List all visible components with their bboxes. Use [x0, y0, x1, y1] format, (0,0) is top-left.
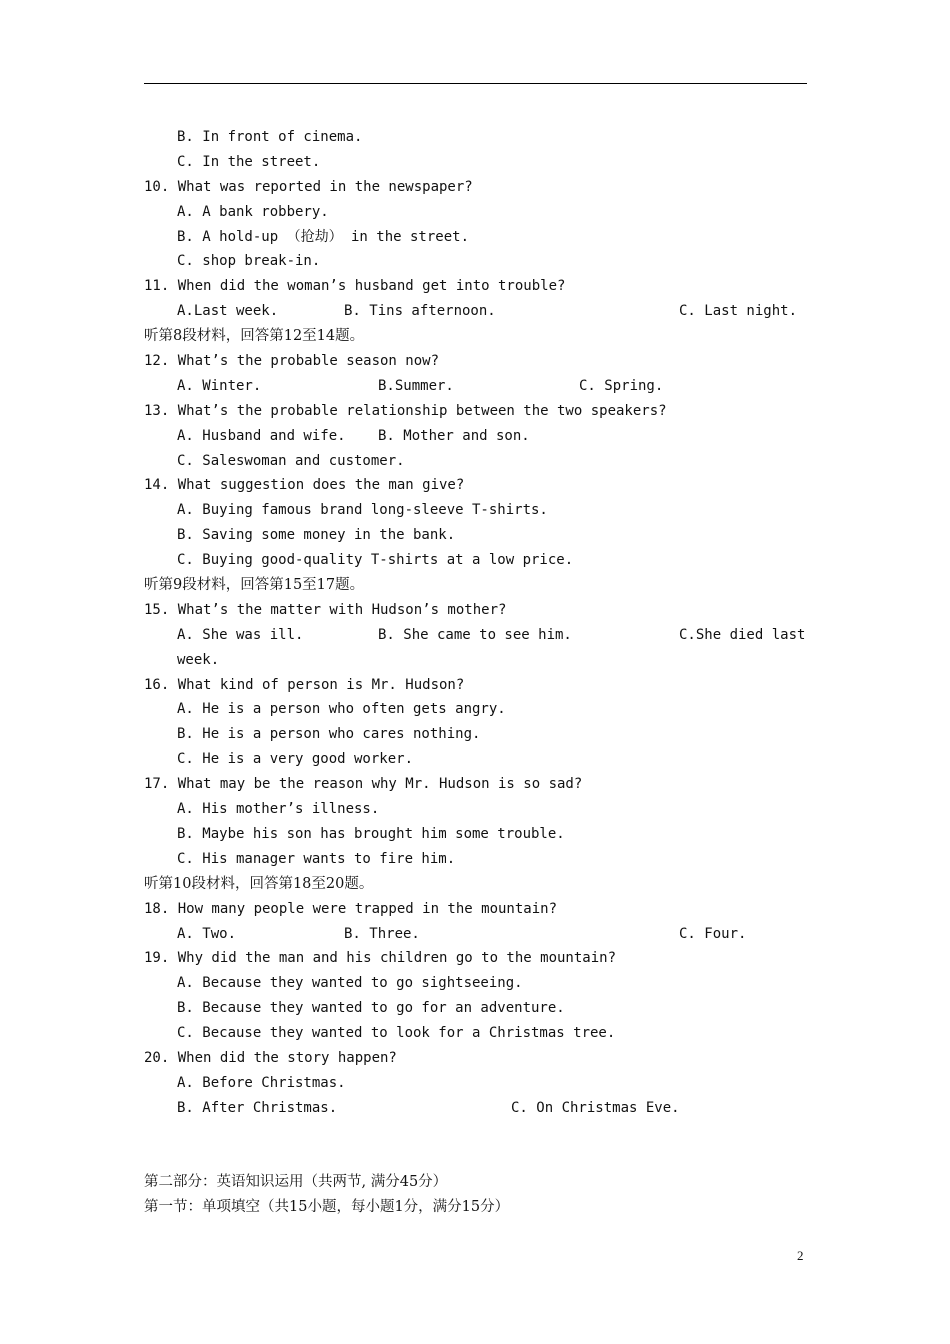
question-12: 12. What’s the probable season now? — [144, 353, 440, 370]
option-line: C. Buying good-quality T-shirts at a low price. — [177, 552, 574, 569]
option-row — [144, 922, 807, 947]
option-line: C. In the street. — [177, 153, 321, 170]
option-a: A. Winter. — [177, 377, 262, 394]
question-15: 15. What’s the matter with Hudson’s mother? — [144, 601, 507, 618]
question-19: 19. Why did the man and his children go to the mountain? — [144, 950, 617, 967]
question-16: 16. What kind of person is Mr. Hudson? — [144, 676, 465, 693]
spacer — [144, 1121, 807, 1146]
option-line: A. Before Christmas. — [177, 1074, 346, 1091]
part-heading: 第二部分：英语知识运用（共两节, 满分45分） — [144, 1174, 448, 1191]
option-row — [144, 424, 807, 449]
option-c: C.She died last — [679, 626, 806, 643]
option-b: B. Mother and son. — [378, 427, 530, 444]
option-a: A.Last week. — [177, 303, 279, 320]
option-a: A. She was ill. — [177, 626, 304, 643]
option-line: B. In front of cinema. — [177, 129, 363, 145]
option-a: A. Two. — [177, 925, 237, 942]
option-c: C. Four. — [679, 925, 747, 942]
option-continuation: week. — [177, 651, 220, 668]
option-line: C. Saleswoman and customer. — [177, 452, 405, 469]
question-17: 17. What may be the reason why Mr. Hudson is so sad? — [144, 776, 583, 793]
option-b: B. She came to see him. — [378, 626, 572, 643]
option-b: B. After Christmas. — [177, 1099, 338, 1116]
option-line: A. His mother’s illness. — [177, 801, 380, 818]
section-heading: 听第8段材料，回答第12至14题。 — [144, 328, 365, 345]
subsection-heading: 第一节：单项填空（共15小题，每小题1分，满分15分） — [144, 1199, 510, 1216]
option-line: B. Saving some money in the bank. — [177, 527, 456, 544]
spacer — [144, 1146, 807, 1171]
option-line: C. Because they wanted to look for a Christmas tree. — [177, 1025, 616, 1042]
option-b: B. Tins afternoon. — [344, 303, 496, 320]
option-a: A. Husband and wife. — [177, 427, 346, 444]
question-11: 11. When did the woman’s husband get into trouble? — [144, 278, 566, 295]
option-line: A. Buying famous brand long-sleeve T-shirts. — [177, 502, 548, 519]
section-heading: 听第9段材料，回答第15至17题。 — [144, 577, 365, 594]
question-13: 13. What’s the probable relationship between the two speakers? — [144, 402, 667, 419]
option-line: C. His manager wants to fire him. — [177, 850, 456, 867]
option-line: A. A bank robbery. — [177, 203, 329, 220]
option-line: C. shop break-in. — [177, 253, 321, 270]
option-line: A. He is a person who often gets angry. — [177, 701, 506, 718]
option-b: B.Summer. — [378, 377, 454, 394]
option-row — [144, 374, 807, 399]
option-c: C. On Christmas Eve. — [511, 1099, 680, 1116]
option-line: B. Because they wanted to go for an adventure. — [177, 1000, 565, 1017]
option-row — [144, 299, 807, 324]
header-rule — [144, 83, 807, 84]
question-18: 18. How many people were trapped in the mountain? — [144, 900, 558, 917]
question-20: 20. When did the story happen? — [144, 1049, 397, 1066]
question-list — [144, 125, 807, 1220]
option-line: B. Maybe his son has brought him some trouble. — [177, 825, 565, 842]
question-14: 14. What suggestion does the man give? — [144, 477, 465, 494]
question-10: 10. What was reported in the newspaper? — [144, 178, 473, 195]
option-line: B. A hold-up （抢劫） in the street. — [177, 228, 470, 245]
page-number: 2 — [797, 1248, 804, 1263]
option-line: A. Because they wanted to go sightseeing. — [177, 975, 523, 992]
option-row — [144, 1096, 807, 1121]
option-c: C. Spring. — [579, 377, 664, 394]
section-heading: 听第10段材料，回答第18至20题。 — [144, 875, 374, 892]
option-line: C. He is a very good worker. — [177, 751, 414, 768]
option-line: B. He is a person who cares nothing. — [177, 726, 481, 743]
option-c: C. Last night. — [679, 303, 798, 320]
option-row — [144, 623, 807, 648]
option-b: B. Three. — [344, 925, 420, 942]
